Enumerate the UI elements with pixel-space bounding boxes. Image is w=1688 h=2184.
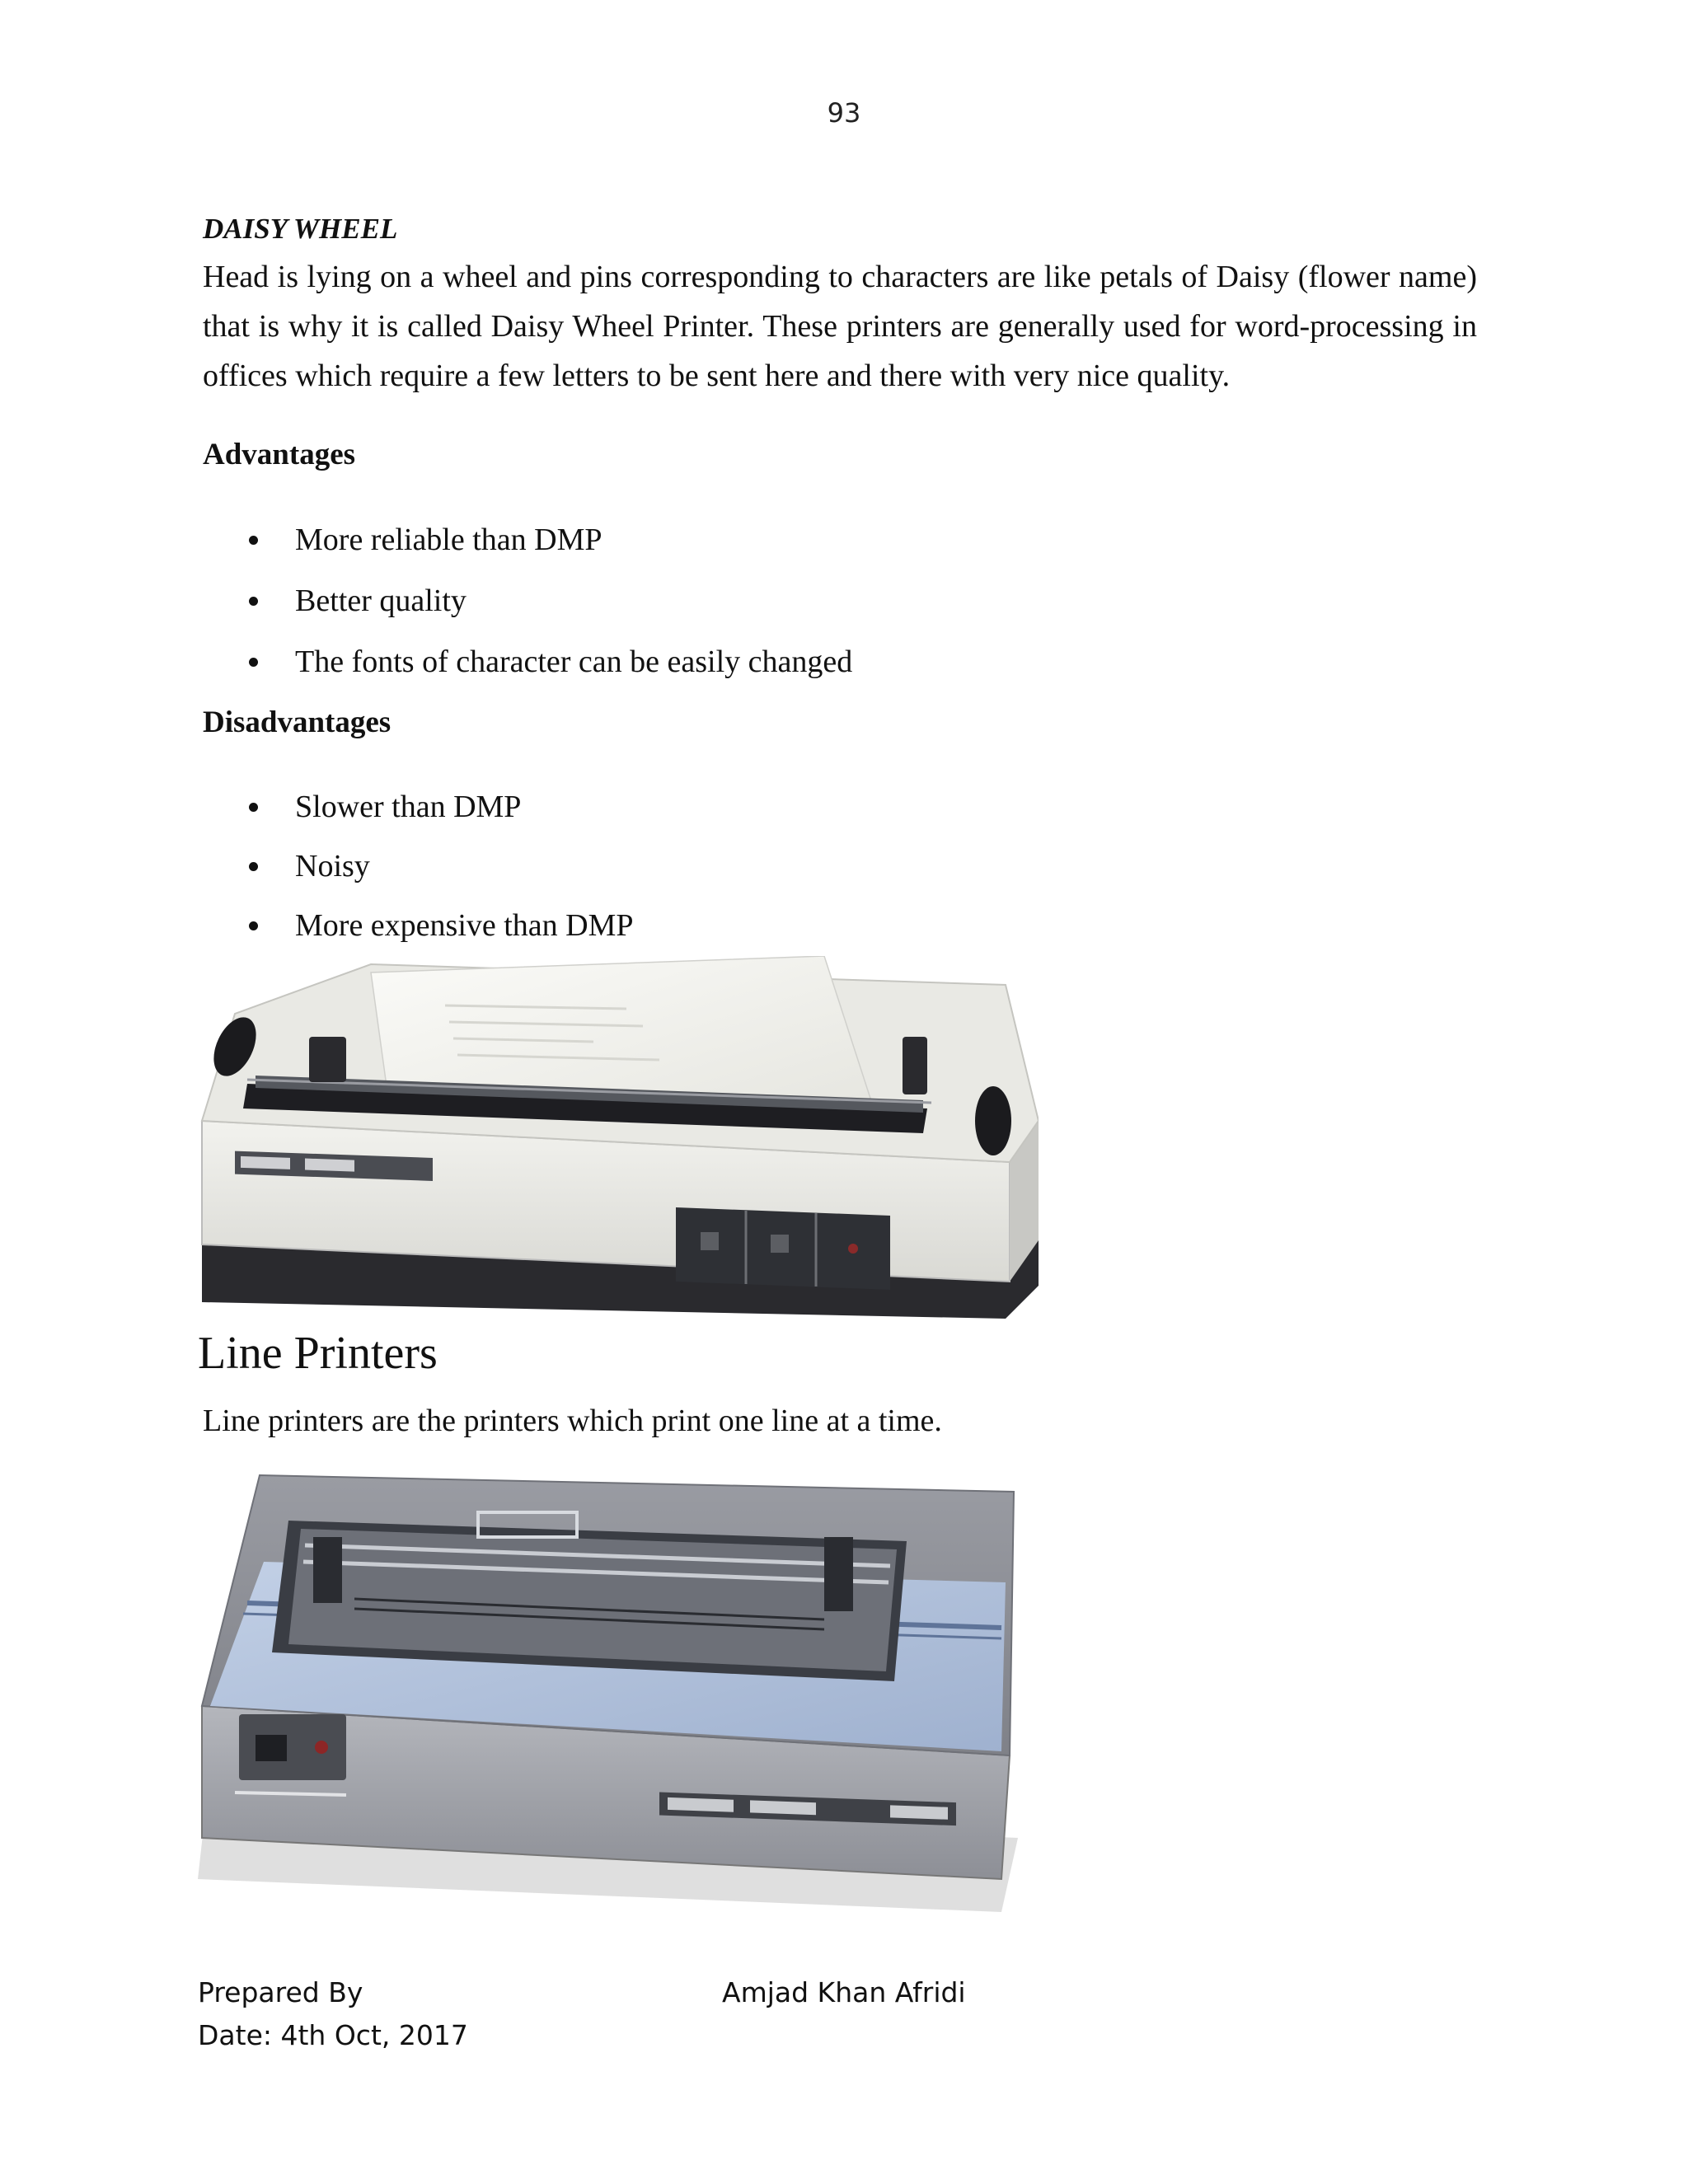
line-printers-heading: Line Printers (198, 1328, 438, 1379)
disadvantages-heading: Disadvantages (203, 705, 392, 739)
advantages-heading: Advantages (203, 438, 356, 471)
footer-author: Amjad Khan Afridi (722, 1976, 966, 2008)
bullet-icon (249, 862, 258, 871)
page-number: 93 (827, 97, 861, 129)
list-item (295, 907, 634, 944)
list-item (295, 643, 852, 681)
list-item-text: The fonts of character can be easily changed (295, 644, 853, 679)
list-item-text: Slower than DMP (295, 790, 522, 824)
footer-prepared-by: Prepared By (198, 1976, 363, 2008)
bullet-icon (249, 597, 258, 606)
list-item-text: More reliable than DMP (295, 523, 603, 557)
daisy-wheel-paragraph: Head is lying on a wheel and pins corresponding to characters are like petals of Daisy (flower name) that is why it is called Daisy Wheel Printer. These printers are generally used for word-processing in offices which require a few letters to be sent here and there with very nice quality. (203, 260, 1477, 393)
list-item-text: Better quality (295, 583, 467, 618)
list-item (295, 582, 467, 620)
line-printers-text: Line printers are the printers which print one line at a time. (203, 1404, 942, 1438)
list-item-text: More expensive than DMP (295, 908, 634, 943)
bullet-icon (249, 536, 258, 545)
list-item (295, 521, 603, 559)
list-item (295, 847, 370, 885)
list-item (295, 788, 521, 826)
footer-date: Date: 4th Oct, 2017 (198, 2019, 468, 2051)
daisy-wheel-printer-image (198, 956, 1039, 1319)
bullet-icon (249, 921, 258, 930)
section-title: DAISY WHEEL (203, 213, 398, 245)
bullet-icon (249, 658, 258, 667)
list-item-text: Noisy (295, 849, 370, 883)
line-printer-image (198, 1467, 1022, 1912)
bullet-icon (249, 803, 258, 812)
